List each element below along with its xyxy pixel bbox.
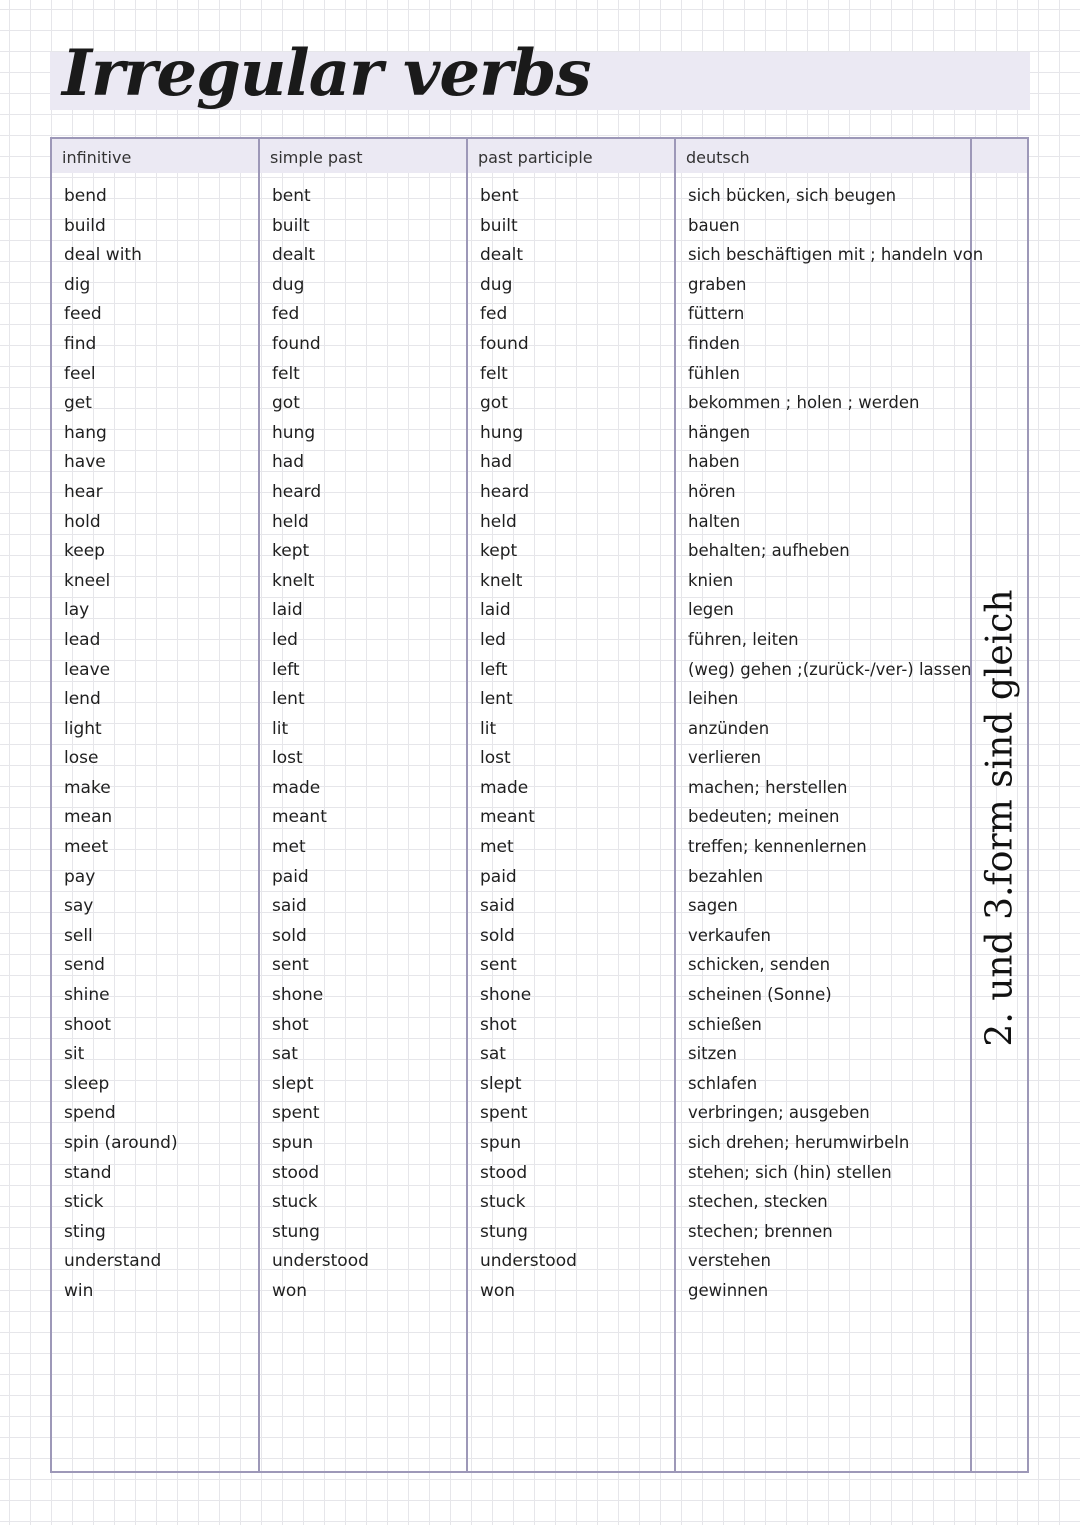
simple-past-cell: made — [272, 777, 321, 798]
simple-past-column — [260, 139, 468, 1471]
simple-past-cell: won — [272, 1280, 308, 1301]
deutsch-cell: scheinen (Sonne) — [688, 985, 832, 1005]
infinitive-column — [52, 139, 260, 1471]
past-participle-cell: heard — [480, 481, 530, 502]
simple-past-cell: heard — [272, 481, 322, 502]
past-participle-cell: understood — [480, 1251, 577, 1272]
simple-past-cell: spun — [272, 1133, 314, 1153]
infinitive-cell: spin (around) — [64, 1133, 178, 1153]
infinitive-cell: find — [64, 333, 97, 354]
simple-past-cell: sat — [272, 1044, 298, 1065]
page-title: Irregular verbs — [62, 36, 591, 111]
deutsch-cell: treffen; kennenlernen — [688, 837, 867, 857]
infinitive-cell: build — [64, 215, 106, 236]
infinitive-cell: understand — [64, 1251, 162, 1272]
past-participle-cell: shone — [480, 985, 532, 1006]
infinitive-cell: kneel — [64, 570, 111, 591]
infinitive-cell: get — [64, 393, 92, 414]
simple-past-cell: paid — [272, 866, 309, 887]
deutsch-list — [688, 185, 984, 1310]
infinitive-list — [64, 185, 254, 1310]
verb-table — [50, 137, 1029, 1473]
simple-past-header: simple past — [270, 148, 363, 167]
past-participle-cell: spun — [480, 1133, 522, 1153]
past-participle-cell: left — [480, 659, 508, 680]
past-participle-cell: found — [480, 333, 529, 354]
past-participle-cell: sent — [480, 955, 517, 976]
infinitive-cell: lay — [64, 600, 90, 621]
simple-past-cell: dug — [272, 274, 305, 295]
past-participle-cell: stuck — [480, 1192, 526, 1213]
infinitive-cell: leave — [64, 659, 111, 680]
deutsch-cell: leihen — [688, 689, 739, 709]
past-participle-list — [480, 185, 670, 1310]
simple-past-cell: stood — [272, 1162, 320, 1183]
simple-past-cell: stuck — [272, 1192, 318, 1213]
deutsch-cell: machen; herstellen — [688, 777, 848, 797]
simple-past-cell: had — [272, 452, 304, 473]
infinitive-cell: pay — [64, 866, 96, 887]
simple-past-cell: understood — [272, 1251, 369, 1272]
simple-past-cell: lit — [272, 718, 289, 739]
simple-past-cell: laid — [272, 600, 303, 621]
past-participle-cell: held — [480, 511, 517, 532]
infinitive-cell: light — [64, 718, 102, 739]
simple-past-cell: led — [272, 629, 298, 650]
infinitive-cell: spend — [64, 1103, 116, 1124]
simple-past-cell: knelt — [272, 570, 315, 591]
past-participle-cell: bent — [480, 186, 519, 206]
past-participle-cell: laid — [480, 600, 511, 621]
deutsch-cell: graben — [688, 274, 747, 294]
infinitive-cell: sell — [64, 925, 93, 946]
past-participle-cell: said — [480, 896, 515, 917]
past-participle-cell: lost — [480, 748, 511, 769]
deutsch-cell: schlafen — [688, 1073, 758, 1093]
infinitive-cell: dig — [64, 274, 91, 295]
deutsch-cell: sich beschäftigen mit ; handeln von — [688, 245, 984, 265]
past-participle-cell: led — [480, 629, 506, 650]
deutsch-cell: (weg) gehen ;(zurück-/ver-) lassen — [688, 659, 972, 679]
deutsch-cell: führen, leiten — [688, 629, 799, 649]
past-participle-cell: stung — [480, 1221, 528, 1242]
past-participle-cell: dug — [480, 274, 513, 295]
simple-past-cell: left — [272, 659, 300, 680]
deutsch-cell: knien — [688, 570, 734, 590]
past-participle-cell: hung — [480, 422, 524, 443]
simple-past-cell: slept — [272, 1073, 314, 1094]
infinitive-cell: lend — [64, 689, 101, 710]
deutsch-cell: verlieren — [688, 748, 762, 768]
infinitive-cell: mean — [64, 807, 113, 828]
simple-past-cell: shot — [272, 1014, 309, 1035]
past-participle-cell: won — [480, 1280, 516, 1301]
infinitive-cell: feel — [64, 363, 96, 384]
past-participle-cell: sold — [480, 925, 515, 946]
simple-past-cell: meant — [272, 807, 327, 828]
past-participle-cell: stood — [480, 1162, 528, 1183]
infinitive-cell: shine — [64, 985, 110, 1006]
deutsch-cell: verkaufen — [688, 925, 771, 945]
deutsch-cell: sich bücken, sich beugen — [688, 186, 897, 205]
deutsch-cell: bezahlen — [688, 866, 764, 886]
infinitive-cell: sting — [64, 1221, 106, 1242]
deutsch-cell: sitzen — [688, 1044, 737, 1064]
infinitive-cell: hear — [64, 481, 103, 502]
deutsch-cell: finden — [688, 333, 740, 353]
deutsch-cell: schießen — [688, 1014, 762, 1034]
deutsch-cell: sagen — [688, 896, 738, 916]
deutsch-cell: hören — [688, 481, 736, 501]
past-participle-cell: made — [480, 777, 529, 798]
simple-past-cell: got — [272, 393, 300, 414]
past-participle-column — [468, 139, 676, 1471]
simple-past-cell: bent — [272, 186, 311, 206]
deutsch-cell: verbringen; ausgeben — [688, 1103, 870, 1123]
simple-past-cell: lent — [272, 689, 305, 710]
deutsch-header: deutsch — [686, 148, 750, 167]
simple-past-cell: held — [272, 511, 309, 532]
past-participle-cell: built — [480, 215, 518, 236]
side-note-text: 2. und 3.form sind gleich — [979, 589, 1020, 1047]
infinitive-header: infinitive — [62, 148, 132, 167]
deutsch-cell: verstehen — [688, 1251, 771, 1271]
infinitive-cell: win — [64, 1280, 94, 1301]
simple-past-cell: built — [272, 215, 310, 236]
simple-past-list — [272, 185, 462, 1310]
past-participle-cell: knelt — [480, 570, 523, 591]
past-participle-cell: dealt — [480, 245, 524, 266]
simple-past-cell: shone — [272, 985, 324, 1006]
infinitive-cell: shoot — [64, 1014, 112, 1035]
past-participle-cell: had — [480, 452, 512, 473]
deutsch-column — [676, 139, 984, 1471]
simple-past-cell: dealt — [272, 245, 316, 266]
infinitive-cell: deal with — [64, 245, 142, 266]
past-participle-cell: fed — [480, 304, 508, 325]
past-participle-cell: slept — [480, 1073, 522, 1094]
deutsch-cell: halten — [688, 511, 741, 531]
infinitive-cell: keep — [64, 541, 105, 562]
simple-past-cell: fed — [272, 304, 300, 325]
past-participle-cell: lent — [480, 689, 513, 710]
deutsch-cell: bekommen ; holen ; werden — [688, 393, 920, 413]
simple-past-cell: sold — [272, 925, 307, 946]
past-participle-header: past participle — [478, 148, 593, 167]
deutsch-cell: schicken, senden — [688, 955, 831, 975]
deutsch-cell: gewinnen — [688, 1280, 769, 1300]
infinitive-cell: sleep — [64, 1073, 110, 1094]
past-participle-cell: got — [480, 393, 508, 414]
simple-past-cell: kept — [272, 541, 310, 562]
past-participle-cell: met — [480, 837, 514, 858]
infinitive-cell: hold — [64, 511, 101, 532]
deutsch-cell: sich drehen; herumwirbeln — [688, 1133, 910, 1152]
past-participle-cell: meant — [480, 807, 535, 828]
infinitive-cell: sit — [64, 1044, 85, 1065]
simple-past-cell: lost — [272, 748, 303, 769]
infinitive-cell: say — [64, 896, 94, 917]
infinitive-cell: make — [64, 777, 111, 798]
simple-past-cell: met — [272, 837, 306, 858]
deutsch-cell: stechen, stecken — [688, 1192, 828, 1212]
infinitive-cell: send — [64, 955, 105, 976]
deutsch-cell: haben — [688, 452, 740, 472]
past-participle-cell: paid — [480, 866, 517, 887]
infinitive-cell: hang — [64, 422, 107, 443]
deutsch-cell: legen — [688, 600, 734, 620]
deutsch-cell: stehen; sich (hin) stellen — [688, 1162, 892, 1182]
deutsch-cell: anzünden — [688, 718, 770, 738]
simple-past-cell: spent — [272, 1103, 320, 1124]
past-participle-cell: spent — [480, 1103, 528, 1124]
deutsch-cell: hängen — [688, 422, 751, 442]
deutsch-cell: behalten; aufheben — [688, 541, 850, 561]
past-participle-cell: felt — [480, 363, 508, 384]
infinitive-cell: stand — [64, 1162, 112, 1183]
deutsch-cell: stechen; brennen — [688, 1221, 833, 1241]
infinitive-cell: feed — [64, 304, 102, 325]
simple-past-cell: found — [272, 333, 321, 354]
infinitive-cell: stick — [64, 1192, 104, 1213]
infinitive-cell: meet — [64, 837, 109, 858]
past-participle-cell: lit — [480, 718, 497, 739]
side-note — [972, 139, 1027, 1471]
past-participle-cell: sat — [480, 1044, 506, 1065]
infinitive-cell: bend — [64, 186, 107, 206]
past-participle-cell: kept — [480, 541, 518, 562]
simple-past-cell: sent — [272, 955, 309, 976]
simple-past-cell: felt — [272, 363, 300, 384]
deutsch-cell: fühlen — [688, 363, 740, 383]
deutsch-cell: bauen — [688, 215, 740, 235]
simple-past-cell: stung — [272, 1221, 320, 1242]
infinitive-cell: have — [64, 452, 106, 473]
past-participle-cell: shot — [480, 1014, 517, 1035]
simple-past-cell: said — [272, 896, 307, 917]
infinitive-cell: lose — [64, 748, 99, 769]
deutsch-cell: füttern — [688, 304, 745, 324]
deutsch-cell: bedeuten; meinen — [688, 807, 840, 827]
simple-past-cell: hung — [272, 422, 316, 443]
infinitive-cell: lead — [64, 629, 101, 650]
